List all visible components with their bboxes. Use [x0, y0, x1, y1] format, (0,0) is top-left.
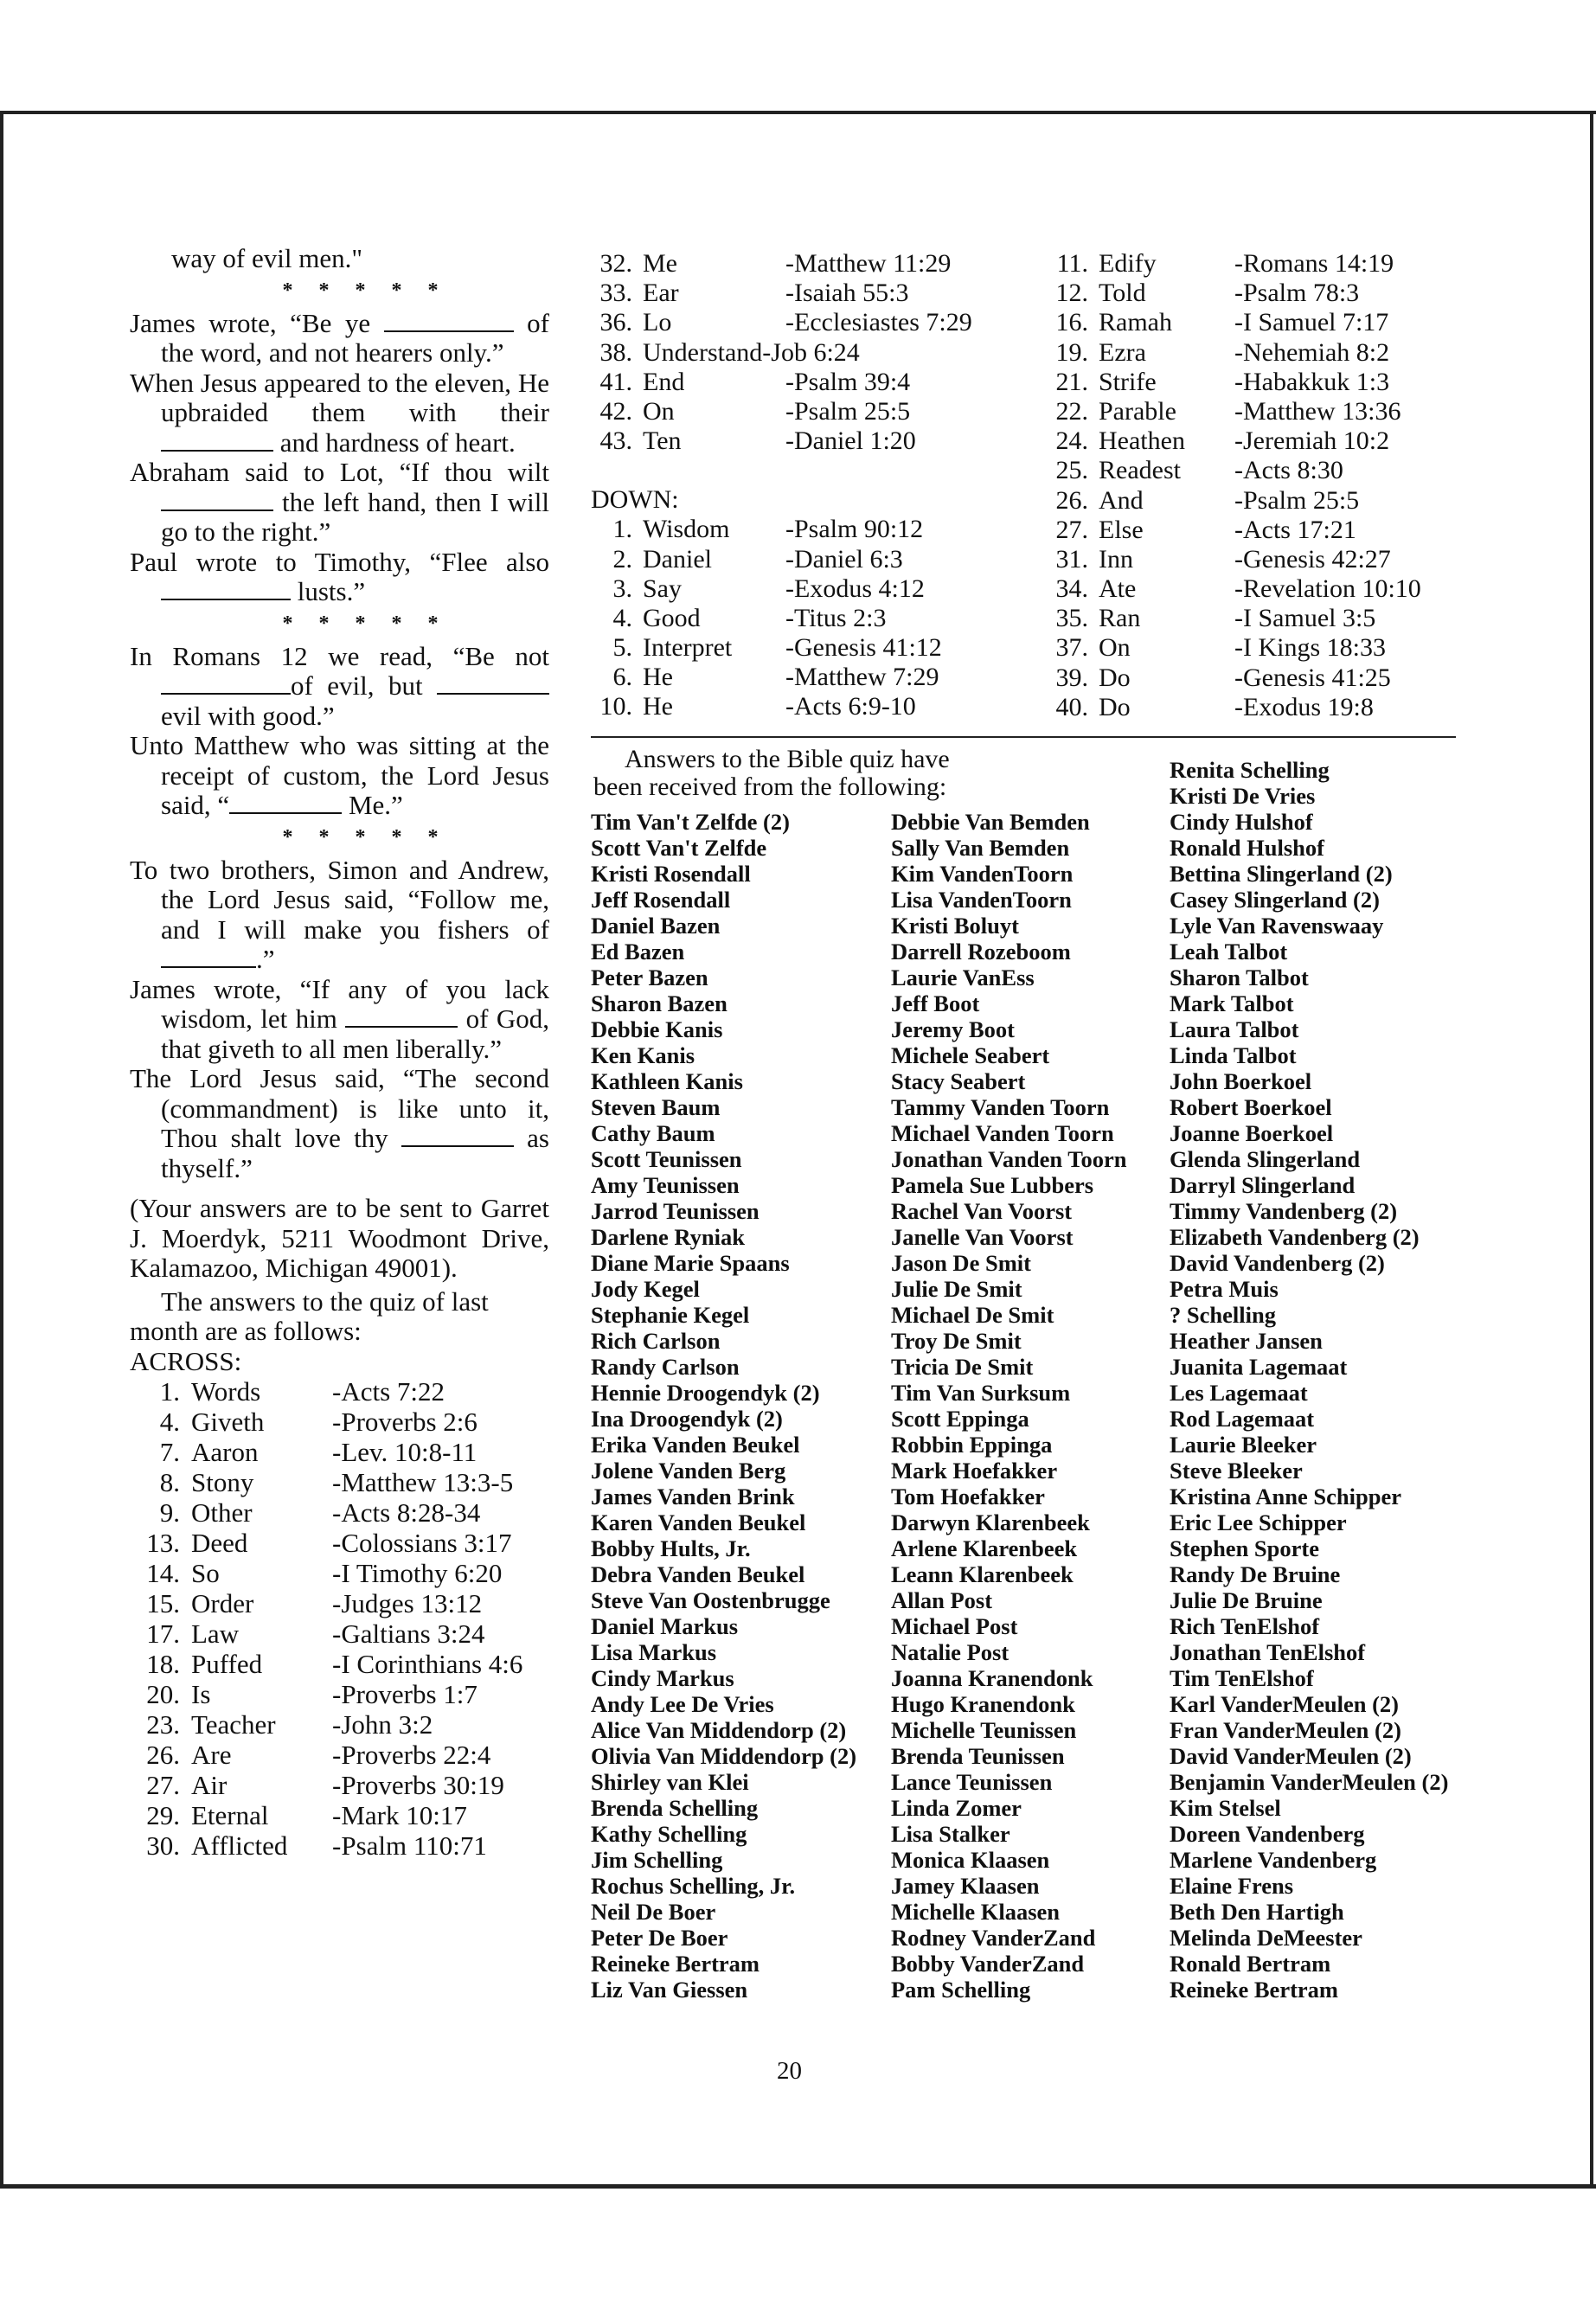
- respondent-name: Lisa Markus: [591, 1639, 717, 1665]
- last-month-intro: The answers to the quiz of last month are as follows:: [130, 1285, 489, 1346]
- respondent-name: Steve Van Oostenbrugge: [591, 1587, 830, 1613]
- respondent-name: Leann Klarenbeek: [891, 1561, 1074, 1587]
- answer-blank[interactable]: [401, 1145, 514, 1147]
- send-answers-note: (Your answers are to be sent to Garret J. Moerdyk, 5211 Woodmont Drive, Kalamazoo, Michigan 49001).: [130, 1193, 549, 1283]
- quiz-question: The Lord Jesus said, “The second (commandment) is like unto it, Thou shalt love thy as thyself.”: [130, 1063, 549, 1183]
- quiz-question: James wrote, “Be ye of the word, and not hearers only.”: [130, 307, 550, 368]
- answer-blank[interactable]: [161, 510, 273, 511]
- answer-row: 13. Deed -Colossians 3:17: [146, 1528, 512, 1558]
- respondent-name: Natalie Post: [891, 1639, 1010, 1665]
- respondent-name: Robert Boerkoel: [1170, 1094, 1332, 1120]
- respondent-name: Tim Van Surksum: [891, 1380, 1071, 1406]
- respondent-name: Ronald Hulshof: [1170, 835, 1324, 861]
- respondent-name: Casey Slingerland (2): [1170, 887, 1380, 913]
- respondent-name: David VanderMeulen (2): [1170, 1743, 1412, 1769]
- answer-row: 38. Understand -Job 6:24: [599, 337, 860, 367]
- respondent-name: Andy Lee De Vries: [591, 1691, 774, 1717]
- respondent-name: Sharon Bazen: [591, 990, 727, 1016]
- respondent-name: Linda Zomer: [891, 1795, 1022, 1821]
- respondent-name: ? Schelling: [1170, 1302, 1276, 1328]
- respondent-name: Bettina Slingerland (2): [1170, 861, 1393, 887]
- respondent-name: Ken Kanis: [591, 1042, 695, 1068]
- intro-line: Answers to the Bible quiz have: [625, 745, 950, 773]
- respondent-name: Ronald Bertram: [1170, 1951, 1331, 1977]
- respondent-name: Cindy Markus: [591, 1665, 734, 1691]
- answer-row: 10. He -Acts 6:9-10: [599, 692, 916, 721]
- respondent-name: Kristi Rosendall: [591, 861, 751, 887]
- respondent-name: Scott Van't Zelfde: [591, 835, 767, 861]
- down-heading: DOWN:: [591, 485, 679, 515]
- respondent-name: Michael Vanden Toorn: [891, 1120, 1114, 1146]
- respondent-name: Peter De Boer: [591, 1925, 728, 1951]
- respondent-name: Scott Eppinga: [891, 1406, 1029, 1432]
- respondent-name: Darwyn Klarenbeek: [891, 1509, 1090, 1535]
- quiz-question: To two brothers, Simon and Andrew, the Lord Jesus said, “Follow me, and I will make you fishers of .”: [130, 854, 549, 974]
- quiz-question: Abraham said to Lot, “If thou wilt the left hand, then I will go to the right.”: [130, 457, 549, 547]
- respondent-name: Jeff Boot: [891, 990, 980, 1016]
- answer-blank[interactable]: [437, 693, 549, 695]
- down-continued-list: [1047, 249, 1479, 722]
- respondent-name: Tom Hoefakker: [891, 1484, 1045, 1509]
- respondent-name: Timmy Vandenberg (2): [1170, 1198, 1398, 1224]
- answers-right-column: [1047, 249, 1479, 722]
- answer-row: 22. Parable -Matthew 13:36: [1055, 396, 1401, 426]
- respondent-name: Rodney VanderZand: [891, 1925, 1096, 1951]
- respondent-name: Kathy Schelling: [591, 1821, 747, 1847]
- answer-row: 40. Do -Exodus 19:8: [1055, 692, 1374, 721]
- respondent-name: Brenda Teunissen: [891, 1743, 1065, 1769]
- answer-row: 34. Ate -Revelation 10:10: [1055, 574, 1421, 604]
- respondent-name: Jonathan TenElshof: [1170, 1639, 1366, 1665]
- answer-row: 4. Good -Titus 2:3: [612, 603, 887, 632]
- respondents-list-a: [591, 809, 856, 2003]
- respondent-name: Cindy Hulshof: [1170, 809, 1313, 835]
- intro-line: been received from the following:: [593, 772, 947, 801]
- respondent-name: Kristi De Vries: [1170, 783, 1316, 809]
- answer-blank[interactable]: [161, 693, 291, 695]
- answer-row: 26. And -Psalm 25:5: [1055, 485, 1360, 515]
- respondent-name: Linda Talbot: [1170, 1042, 1297, 1068]
- respondent-name: Lance Teunissen: [891, 1769, 1053, 1795]
- respondent-name: Mark Hoefakker: [891, 1458, 1058, 1484]
- respondent-name: Joanne Boerkoel: [1170, 1120, 1334, 1146]
- answer-row: 18. Puffed -I Corinthians 4:6: [146, 1649, 523, 1679]
- respondent-name: Rochus Schelling, Jr.: [591, 1873, 796, 1899]
- respondent-name: Alice Van Middendorp (2): [591, 1717, 847, 1743]
- respondent-name: Karen Vanden Beukel: [591, 1509, 806, 1535]
- respondent-name: Sharon Talbot: [1170, 965, 1309, 990]
- respondent-name: Laurie Bleeker: [1170, 1432, 1317, 1458]
- respondent-name: Jolene Vanden Berg: [591, 1458, 786, 1484]
- answer-row: 1. Wisdom -Psalm 90:12: [612, 515, 924, 544]
- respondent-name: Arlene Klarenbeek: [891, 1535, 1078, 1561]
- respondent-name: Michael De Smit: [891, 1302, 1054, 1328]
- across-heading: ACROSS:: [130, 1345, 242, 1376]
- respondent-name: Lyle Van Ravenswaay: [1170, 913, 1384, 939]
- respondent-name: Julie De Smit: [891, 1276, 1022, 1302]
- respondent-name: Laurie VanEss: [891, 965, 1035, 990]
- respondent-name: Erika Vanden Beukel: [591, 1432, 800, 1458]
- section-divider: [591, 736, 1456, 738]
- respondent-name: Kristi Boluyt: [891, 913, 1019, 939]
- respondent-name: Laura Talbot: [1170, 1016, 1299, 1042]
- respondent-name: Jody Kegel: [591, 1276, 700, 1302]
- answer-row: 3. Say -Exodus 4:12: [612, 574, 925, 603]
- answer-row: 25. Readest -Acts 8:30: [1055, 456, 1343, 485]
- respondent-name: Peter Bazen: [591, 965, 708, 990]
- respondent-name: Neil De Boer: [591, 1899, 716, 1925]
- respondent-name: Kim VandenToorn: [891, 861, 1074, 887]
- answer-row: 6. He -Matthew 7:29: [612, 663, 939, 692]
- answer-row: 17. Law -Galtians 3:24: [146, 1618, 485, 1649]
- respondent-name: Troy De Smit: [891, 1328, 1022, 1354]
- respondent-name: Fran VanderMeulen (2): [1170, 1717, 1401, 1743]
- answer-row: 42. On -Psalm 25:5: [599, 396, 911, 426]
- respondent-name: Benjamin VanderMeulen (2): [1170, 1769, 1449, 1795]
- respondent-name: Randy Carlson: [591, 1354, 740, 1380]
- respondent-name: Ina Droogendyk (2): [591, 1406, 783, 1432]
- respondents-list-c: [1170, 757, 1448, 2003]
- respondent-name: Ed Bazen: [591, 939, 685, 965]
- respondent-name: Jason De Smit: [891, 1250, 1031, 1276]
- respondent-name: Michelle Teunissen: [891, 1717, 1077, 1743]
- quiz-question: Paul wrote to Timothy, “Flee also lusts.”: [130, 546, 549, 606]
- answer-blank[interactable]: [229, 812, 342, 814]
- respondent-name: James Vanden Brink: [591, 1484, 795, 1509]
- respondent-name: Darryl Slingerland: [1170, 1172, 1356, 1198]
- answer-row: 33. Ear -Isaiah 55:3: [599, 279, 909, 308]
- respondent-name: Jamey Klaasen: [891, 1873, 1040, 1899]
- respondent-name: Pamela Sue Lubbers: [891, 1172, 1094, 1198]
- quiz-question: Unto Matthew who was sitting at the receipt of custom, the Lord Jesus said, “ Me.”: [130, 730, 549, 820]
- respondent-name: Heather Jansen: [1170, 1328, 1323, 1354]
- respondent-name: Stacy Seabert: [891, 1068, 1026, 1094]
- answer-blank[interactable]: [384, 330, 514, 332]
- answer-row: 1. Words -Acts 7:22: [159, 1376, 445, 1407]
- answer-row: 16. Ramah -I Samuel 7:17: [1055, 308, 1389, 337]
- respondent-name: Rachel Van Voorst: [891, 1198, 1073, 1224]
- answer-row: 12. Told -Psalm 78:3: [1055, 279, 1360, 308]
- respondent-name: Olivia Van Middendorp (2): [591, 1743, 857, 1769]
- respondent-name: Janelle Van Voorst: [891, 1224, 1074, 1250]
- respondent-name: Darlene Ryniak: [591, 1224, 745, 1250]
- divider-stars: * * * * *: [282, 279, 449, 302]
- respondent-name: Melinda DeMeester: [1170, 1925, 1362, 1951]
- respondent-name: Leah Talbot: [1170, 939, 1288, 965]
- answer-row: 31. Inn -Genesis 42:27: [1055, 544, 1391, 574]
- answer-row: 8. Stony -Matthew 13:3-5: [159, 1467, 514, 1497]
- answer-row: 19. Ezra -Nehemiah 8:2: [1055, 337, 1390, 367]
- answer-row: 14. So -I Timothy 6:20: [146, 1558, 503, 1588]
- respondent-name: Kim Stelsel: [1170, 1795, 1281, 1821]
- answer-row: 26. Are -Proverbs 22:4: [146, 1740, 491, 1770]
- answer-row: 7. Aaron -Lev. 10:8-11: [159, 1437, 478, 1467]
- respondent-name: Bobby VanderZand: [891, 1951, 1085, 1977]
- respondent-name: Bobby Hults, Jr.: [591, 1535, 751, 1561]
- answer-blank[interactable]: [161, 966, 256, 968]
- answer-row: 21. Strife -Habakkuk 1:3: [1055, 367, 1390, 396]
- respondent-name: Debbie Van Bemden: [891, 809, 1090, 835]
- respondent-name: Glenda Slingerland: [1170, 1146, 1361, 1172]
- respondent-name: Jarrod Teunissen: [591, 1198, 760, 1224]
- respondent-name: Hugo Kranendonk: [891, 1691, 1075, 1717]
- answer-row: 4. Giveth -Proverbs 2:6: [159, 1407, 478, 1437]
- answers-middle-column: [591, 249, 1023, 722]
- answer-row: 43. Ten -Daniel 1:20: [599, 426, 916, 456]
- respondent-name: Joanna Kranendonk: [891, 1665, 1093, 1691]
- respondent-name: Elizabeth Vandenberg (2): [1170, 1224, 1420, 1250]
- respondent-name: Jeremy Boot: [891, 1016, 1016, 1042]
- respondent-name: Randy De Bruine: [1170, 1561, 1341, 1587]
- answer-row: 15. Order -Judges 13:12: [146, 1588, 483, 1618]
- answer-row: 11. Edify -Romans 14:19: [1056, 249, 1394, 278]
- respondent-name: Amy Teunissen: [591, 1172, 740, 1198]
- respondent-name: Lisa Stalker: [891, 1821, 1010, 1847]
- respondent-name: Brenda Schelling: [591, 1795, 759, 1821]
- across-continued-list: [591, 249, 1023, 456]
- respondent-name: Renita Schelling: [1170, 757, 1330, 783]
- answer-row: 29. Eternal -Mark 10:17: [146, 1800, 467, 1830]
- answer-row: 36. Lo -Ecclesiastes 7:29: [599, 308, 972, 337]
- respondent-name: Stephen Sporte: [1170, 1535, 1320, 1561]
- respondent-name: Allan Post: [891, 1587, 993, 1613]
- answer-blank[interactable]: [345, 1026, 458, 1028]
- respondent-name: Rich Carlson: [591, 1328, 721, 1354]
- respondent-name: Robbin Eppinga: [891, 1432, 1053, 1458]
- answer-row: 9. Other -Acts 8:28-34: [159, 1497, 481, 1528]
- respondent-name: Scott Teunissen: [591, 1146, 742, 1172]
- answer-row: 35. Ran -I Samuel 3:5: [1055, 604, 1376, 633]
- respondent-name: Kristina Anne Schipper: [1170, 1484, 1401, 1509]
- respondent-name: Sally Van Bemden: [891, 835, 1070, 861]
- respondent-name: David Vandenberg (2): [1170, 1250, 1385, 1276]
- respondent-name: Eric Lee Schipper: [1170, 1509, 1347, 1535]
- respondent-name: Reineke Bertram: [591, 1951, 760, 1977]
- respondent-name: Tricia De Smit: [891, 1354, 1034, 1380]
- answer-row: 5. Interpret -Genesis 41:12: [612, 633, 942, 663]
- respondent-name: John Boerkoel: [1170, 1068, 1312, 1094]
- quiz-column: [130, 244, 549, 1861]
- respondent-name: Cathy Baum: [591, 1120, 715, 1146]
- respondent-name: Rod Lagemaat: [1170, 1406, 1315, 1432]
- divider-stars: * * * * *: [282, 825, 449, 849]
- respondent-name: Tim TenElshof: [1170, 1665, 1314, 1691]
- respondent-name: Debbie Kanis: [591, 1016, 723, 1042]
- respondent-name: Beth Den Hartigh: [1170, 1899, 1344, 1925]
- answers-received-intro: [593, 746, 1147, 801]
- page-number: 20: [777, 2057, 802, 2085]
- respondent-name: Karl VanderMeulen (2): [1170, 1691, 1399, 1717]
- answer-row: 2. Daniel -Daniel 6:3: [612, 544, 903, 574]
- respondent-name: Diane Marie Spaans: [591, 1250, 790, 1276]
- down-answers-list: [591, 515, 1023, 721]
- answer-row: 27. Else -Acts 17:21: [1055, 515, 1356, 544]
- answer-blank[interactable]: [161, 450, 273, 452]
- respondent-name: Michelle Klaasen: [891, 1899, 1061, 1925]
- answer-row: 37. On -I Kings 18:33: [1055, 633, 1386, 663]
- respondent-name: Tim Van't Zelfde (2): [591, 809, 790, 835]
- respondent-name: Michele Seabert: [891, 1042, 1050, 1068]
- answer-row: 20. Is -Proverbs 1:7: [146, 1679, 478, 1709]
- respondent-name: Doreen Vandenberg: [1170, 1821, 1365, 1847]
- respondent-name: Lisa VandenToorn: [891, 887, 1072, 913]
- respondent-name: Daniel Bazen: [591, 913, 721, 939]
- respondent-name: Stephanie Kegel: [591, 1302, 750, 1328]
- respondent-name: Tammy Vanden Toorn: [891, 1094, 1110, 1120]
- respondent-name: Julie De Bruine: [1170, 1587, 1323, 1613]
- answer-row: 32. Me -Matthew 11:29: [599, 249, 952, 278]
- respondents-list-b: [891, 809, 1127, 2003]
- answer-row: 23. Teacher -John 3:2: [146, 1709, 433, 1740]
- respondent-name: Marlene Vandenberg: [1170, 1847, 1377, 1873]
- answer-row: 39. Do -Genesis 41:25: [1055, 663, 1391, 692]
- respondent-name: Rich TenElshof: [1170, 1613, 1320, 1639]
- respondent-name: Reineke Bertram: [1170, 1977, 1338, 2003]
- answer-row: 30. Afflicted -Psalm 110:71: [146, 1830, 487, 1861]
- respondent-name: Steve Bleeker: [1170, 1458, 1303, 1484]
- respondent-name: Elaine Frens: [1170, 1873, 1294, 1899]
- across-answers-list: [130, 1376, 549, 1861]
- respondent-name: Mark Talbot: [1170, 990, 1294, 1016]
- respondent-name: Pam Schelling: [891, 1977, 1031, 2003]
- respondent-name: Shirley van Klei: [591, 1769, 749, 1795]
- divider-stars: * * * * *: [282, 612, 449, 635]
- respondent-name: Daniel Markus: [591, 1613, 739, 1639]
- respondent-name: Jim Schelling: [591, 1847, 723, 1873]
- answer-row: 24. Heathen -Jeremiah 10:2: [1055, 426, 1390, 456]
- respondent-name: Liz Van Giessen: [591, 1977, 748, 2003]
- respondent-name: Darrell Rozeboom: [891, 939, 1071, 965]
- respondent-name: Juanita Lagemaat: [1170, 1354, 1348, 1380]
- answer-row: 41. End -Psalm 39:4: [599, 367, 911, 396]
- respondent-name: Kathleen Kanis: [591, 1068, 743, 1094]
- answer-row: 27. Air -Proverbs 30:19: [146, 1770, 504, 1800]
- quiz-line: way of evil men.": [171, 243, 362, 273]
- respondent-name: Debra Vanden Beukel: [591, 1561, 805, 1587]
- quiz-question: When Jesus appeared to the eleven, He upbraided them with their and hardness of heart.: [130, 367, 549, 458]
- quiz-question: In Romans 12 we read, “Be not of evil, but evil with good.”: [130, 640, 549, 731]
- respondent-name: Monica Klaasen: [891, 1847, 1050, 1873]
- respondent-name: Jeff Rosendall: [591, 887, 731, 913]
- respondent-name: Les Lagemaat: [1170, 1380, 1308, 1406]
- respondent-name: Steven Baum: [591, 1094, 721, 1120]
- quiz-question: James wrote, “If any of you lack wisdom, let him of God, that giveth to all men liberally.”: [130, 973, 549, 1064]
- respondent-name: Hennie Droogendyk (2): [591, 1380, 820, 1406]
- respondent-name: Jonathan Vanden Toorn: [891, 1146, 1127, 1172]
- respondent-name: Petra Muis: [1170, 1276, 1279, 1302]
- answer-blank[interactable]: [161, 599, 291, 600]
- respondent-name: Michael Post: [891, 1613, 1018, 1639]
